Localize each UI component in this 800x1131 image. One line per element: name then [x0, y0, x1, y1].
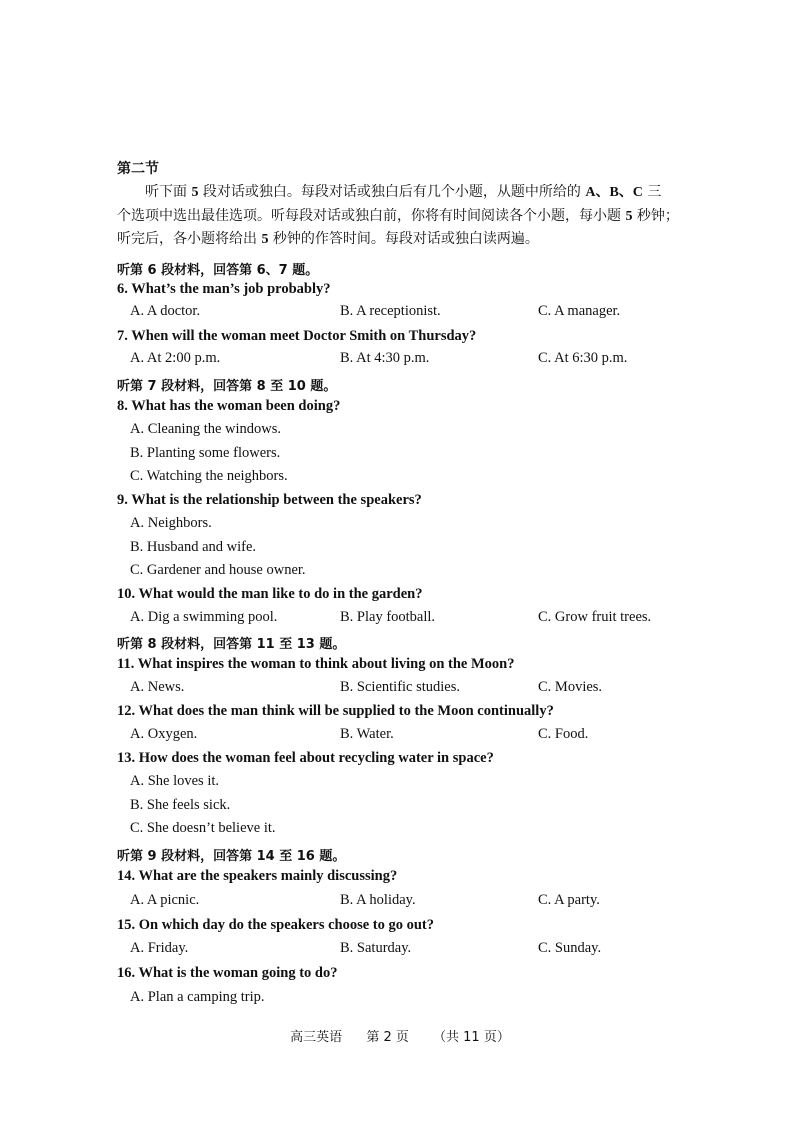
options-10	[130, 606, 730, 630]
options-12	[130, 723, 730, 747]
footer-subject: 高三英语	[290, 1030, 343, 1045]
footer-page-number: 第 2 页	[366, 1030, 409, 1045]
option: B. Saturday.	[340, 940, 412, 956]
option: B. Water.	[340, 726, 394, 742]
option: A. A picnic.	[130, 892, 200, 908]
options-16	[130, 986, 730, 1010]
question-10: 10. What would the man like to do in the garden?	[117, 586, 423, 602]
instruction-line-3: 听完后，各小题将给出 5 秒钟的作答时间。每段对话或独白读两遍。	[117, 231, 539, 247]
question-13: 13. How does the woman feel about recycling water in space?	[117, 750, 494, 766]
question-12: 12. What does the man think will be supplied to the Moon continually?	[117, 703, 554, 719]
question-14: 14. What are the speakers mainly discussing?	[117, 868, 398, 884]
instruction-line-2: 个选项中选出最佳选项。听每段对话或独白前，你将有时间阅读各个小题，每小题 5 秒钟；	[117, 207, 679, 224]
options-9	[130, 512, 730, 583]
option: A. Dig a swimming pool.	[130, 609, 278, 625]
option: A. Plan a camping trip.	[130, 989, 265, 1005]
question-16: 16. What is the woman going to do?	[117, 965, 338, 981]
question-11: 11. What inspires the woman to think about living on the Moon?	[117, 656, 515, 672]
page-footer	[0, 1026, 800, 1045]
options-7	[130, 347, 730, 371]
group-heading: 听第 8 段材料，回答第 11 至 13 题。	[117, 637, 346, 652]
question-6: 6. What’s the man’s job probably?	[117, 281, 331, 297]
group-heading: 听第 6 段材料，回答第 6、7 题。	[117, 263, 319, 278]
option: A. Cleaning the windows.	[130, 421, 282, 437]
option: A. A doctor.	[130, 303, 201, 319]
footer-total-pages: （共 11 页）	[433, 1030, 510, 1045]
option: A. At 2:00 p.m.	[130, 350, 221, 366]
option: C. Sunday.	[538, 940, 602, 956]
section-title: 第二节	[117, 161, 159, 177]
option: C. A manager.	[538, 303, 621, 319]
option: B. Planting some flowers.	[130, 444, 281, 461]
options-6	[130, 300, 730, 324]
question-15: 15. On which day do the speakers choose to go out?	[117, 917, 435, 933]
option: B. A receptionist.	[340, 303, 441, 319]
option: C. She doesn’t believe it.	[130, 820, 276, 836]
options-11	[130, 676, 730, 700]
option: A. She loves it.	[130, 773, 220, 789]
option: C. At 6:30 p.m.	[538, 350, 628, 366]
instruction-line-1: 听下面 5 段对话或独白。每段对话或独白后有几个小题，从题中所给的 A、B、C 三	[145, 184, 662, 200]
option: C. Movies.	[538, 679, 603, 695]
question-9: 9. What is the relationship between the speakers?	[117, 492, 422, 508]
group-heading: 听第 9 段材料，回答第 14 至 16 题。	[117, 849, 346, 864]
options-14	[130, 889, 730, 913]
option: A. News.	[130, 679, 185, 695]
option: B. She feels sick.	[130, 796, 231, 813]
option: A. Neighbors.	[130, 515, 212, 531]
option: C. Watching the neighbors.	[130, 468, 288, 484]
options-15	[130, 937, 730, 961]
option: A. Oxygen.	[130, 726, 198, 742]
option: B. At 4:30 p.m.	[340, 350, 430, 366]
option: B. Scientific studies.	[340, 679, 461, 695]
options-13	[130, 770, 730, 841]
option: C. Gardener and house owner.	[130, 562, 306, 578]
option: B. Play football.	[340, 609, 436, 625]
option: A. Friday.	[130, 940, 189, 956]
option: C. Grow fruit trees.	[538, 609, 652, 625]
question-8: 8. What has the woman been doing?	[117, 398, 341, 414]
group-heading: 听第 7 段材料，回答第 8 至 10 题。	[117, 379, 337, 394]
instructions	[117, 181, 692, 252]
option: C. Food.	[538, 726, 589, 742]
question-7: 7. When will the woman meet Doctor Smith on Thursday?	[117, 328, 477, 344]
options-8	[130, 418, 730, 489]
option: B. Husband and wife.	[130, 538, 257, 555]
option: B. A holiday.	[340, 892, 416, 908]
option: C. A party.	[538, 892, 600, 908]
